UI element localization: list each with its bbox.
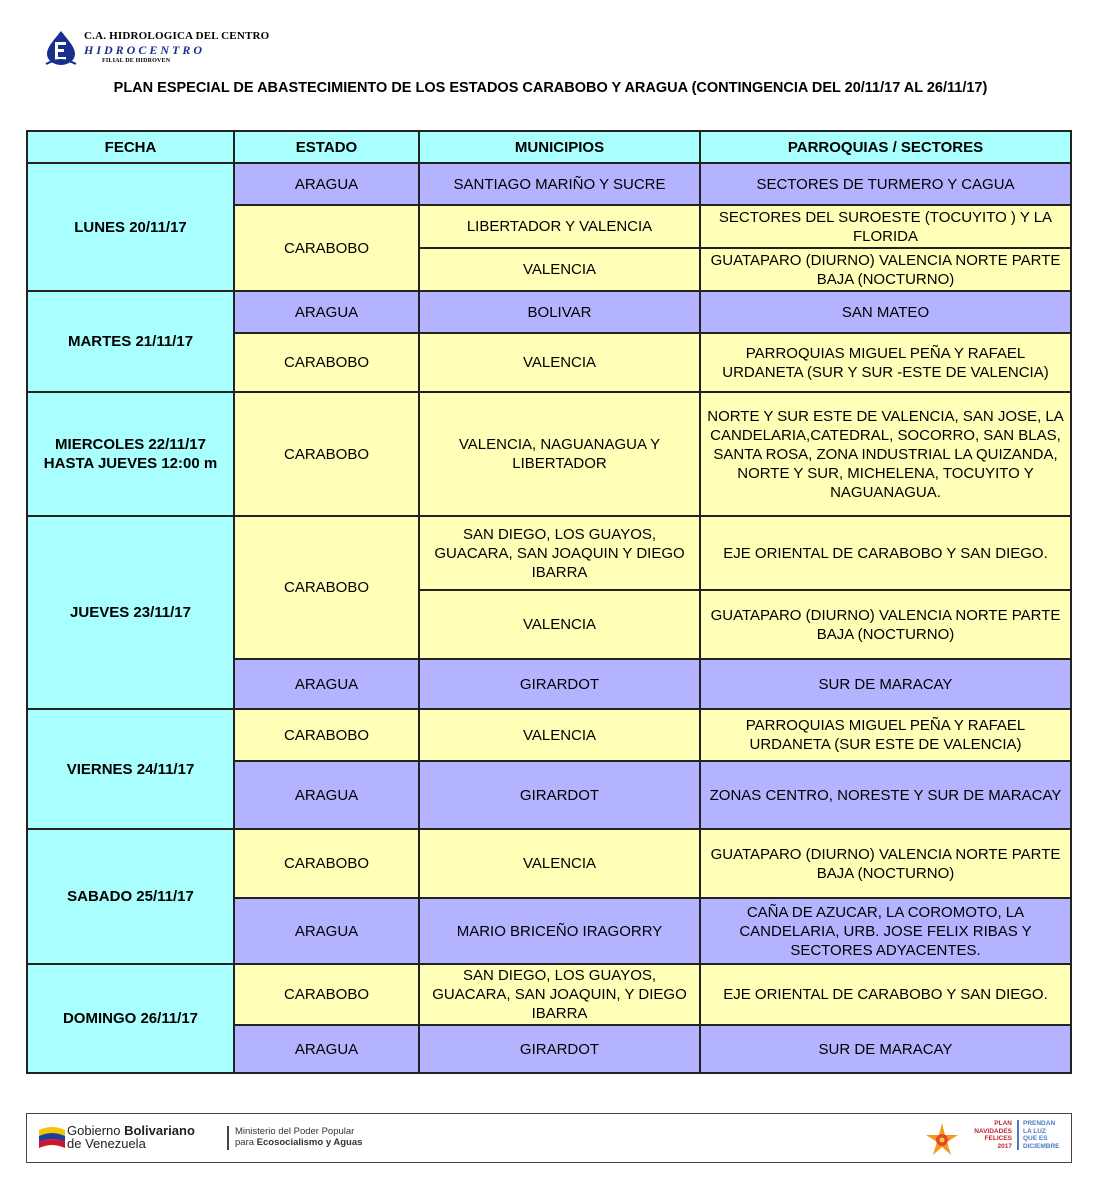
page-title: PLAN ESPECIAL DE ABASTECIMIENTO DE LOS ESTADOS CARABOBO Y ARAGUA (CONTINGENCIA DEL 20/11/17 AL 26/11/17) (113, 80, 988, 96)
slogan-line4: DICIEMBRE (1023, 1142, 1060, 1150)
table-row (27, 291, 1071, 333)
brand-subline: FILIAL DE HIDROVEN (102, 58, 171, 64)
fecha-cell: VIERNES 24/11/17 (27, 709, 234, 829)
ministry-line1: Ministerio del Poder Popular (235, 1126, 355, 1137)
estado-cell: CARABOBO (234, 709, 419, 761)
fecha-cell: LUNES 20/11/17 (27, 163, 234, 291)
sector-cell: GUATAPARO (DIURNO) VALENCIA NORTE PARTE BAJA (NOCTURNO) (700, 590, 1071, 659)
estado-cell: ARAGUA (234, 898, 419, 964)
gov-line2: de Venezuela (67, 1136, 146, 1151)
municipio-cell: MARIO BRICEÑO IRAGORRY (419, 898, 700, 964)
municipio-cell: LIBERTADOR Y VALENCIA (419, 205, 700, 248)
estado-cell: CARABOBO (234, 392, 419, 516)
municipio-cell: SANTIAGO MARIÑO Y SUCRE (419, 163, 700, 205)
table-row (27, 163, 1071, 205)
estado-cell: ARAGUA (234, 659, 419, 709)
fecha-cell: SABADO 25/11/17 (27, 829, 234, 964)
table-row (27, 392, 1071, 516)
supply-plan-table (26, 130, 1072, 1074)
estado-cell: ARAGUA (234, 1025, 419, 1073)
column-header-parroquias: PARROQUIAS / SECTORES (700, 131, 1071, 163)
estado-cell: CARABOBO (234, 333, 419, 392)
municipio-cell: VALENCIA (419, 829, 700, 898)
slogan-line2: LA LUZ (1023, 1127, 1046, 1135)
table-row (27, 964, 1071, 1025)
water-drop-logo-icon (44, 30, 78, 66)
fecha-cell: MARTES 21/11/17 (27, 291, 234, 392)
sector-cell: PARROQUIAS MIGUEL PEÑA Y RAFAEL URDANETA (SUR ESTE DE VALENCIA) (700, 709, 1071, 761)
table-row (27, 516, 1071, 590)
estado-cell: ARAGUA (234, 291, 419, 333)
table-row (27, 709, 1071, 761)
fecha-cell: JUEVES 23/11/17 (27, 516, 234, 709)
ministry-line2-a: para (235, 1137, 257, 1148)
column-header-municipios: MUNICIPIOS (419, 131, 700, 163)
footer-divider (227, 1126, 229, 1150)
sector-cell: SECTORES DEL SUROESTE (TOCUYITO ) Y LA FLORIDA (700, 205, 1071, 248)
estado-cell: CARABOBO (234, 829, 419, 898)
sector-cell: SUR DE MARACAY (700, 659, 1071, 709)
municipio-cell: GIRARDOT (419, 659, 700, 709)
municipio-cell: SAN DIEGO, LOS GUAYOS, GUACARA, SAN JOAQUIN Y DIEGO IBARRA (419, 516, 700, 590)
fecha-line-1: MIERCOLES 22/11/17 (55, 436, 206, 453)
plan-line1: PLAN (994, 1120, 1012, 1127)
estado-cell: CARABOBO (234, 964, 419, 1025)
sector-cell: GUATAPARO (DIURNO) VALENCIA NORTE PARTE BAJA (NOCTURNO) (700, 248, 1071, 291)
sector-cell: SAN MATEO (700, 291, 1071, 333)
fecha-line-2: HASTA JUEVES 12:00 m (43, 455, 218, 472)
sector-cell: EJE ORIENTAL DE CARABOBO Y SAN DIEGO. (700, 516, 1071, 590)
sector-cell: EJE ORIENTAL DE CARABOBO Y SAN DIEGO. (700, 964, 1071, 1025)
plan-line4: 2017 (997, 1142, 1012, 1150)
fecha-cell: DOMINGO 26/11/17 (27, 964, 234, 1073)
sector-cell: SECTORES DE TURMERO Y CAGUA (700, 163, 1071, 205)
estado-cell: CARABOBO (234, 516, 419, 659)
government-footer-banner (26, 1113, 1072, 1163)
hidrocentro-logo (44, 30, 284, 70)
municipio-cell: VALENCIA (419, 590, 700, 659)
gov-logo-text (67, 1124, 195, 1150)
brand-name: HIDROCENTRO (84, 43, 206, 57)
municipio-cell: SAN DIEGO, LOS GUAYOS, GUACARA, SAN JOAQUIN, Y DIEGO IBARRA (419, 964, 700, 1025)
municipio-cell: BOLIVAR (419, 291, 700, 333)
sector-cell: GUATAPARO (DIURNO) VALENCIA NORTE PARTE BAJA (NOCTURNO) (700, 829, 1071, 898)
slogan-text (1017, 1120, 1073, 1150)
municipio-cell: VALENCIA (419, 248, 700, 291)
plan-navidades-text (962, 1120, 1012, 1150)
fecha-cell (27, 392, 234, 516)
municipio-cell: VALENCIA (419, 709, 700, 761)
gov-line1-b: Bolivariano (124, 1123, 195, 1138)
venezuela-flag-icon (39, 1126, 65, 1150)
gov-line1-a: Gobierno (67, 1123, 125, 1138)
sector-cell: NORTE Y SUR ESTE DE VALENCIA, SAN JOSE, LA CANDELARIA,CATEDRAL, SOCORRO, SAN BLAS, SANTA ROSA, ZONA INDUSTRIAL LA QUIZANDA, NORTE Y SUR, MICHELENA, TOCUYITO Y NAGUANAGUA. (700, 392, 1071, 516)
municipio-cell: VALENCIA, NAGUANAGUA Y LIBERTADOR (419, 392, 700, 516)
company-line: C.A. HIDROLOGICA DEL CENTRO (84, 30, 270, 42)
sector-cell: ZONAS CENTRO, NORESTE Y SUR DE MARACAY (700, 761, 1071, 829)
ministry-text (235, 1126, 362, 1148)
slogan-line1: PRENDAN (1023, 1120, 1056, 1127)
estado-cell: CARABOBO (234, 205, 419, 291)
table-row (27, 829, 1071, 898)
column-header-estado: ESTADO (234, 131, 419, 163)
sector-cell: PARROQUIAS MIGUEL PEÑA Y RAFAEL URDANETA (SUR Y SUR -ESTE DE VALENCIA) (700, 333, 1071, 392)
sector-cell: CAÑA DE AZUCAR, LA COROMOTO, LA CANDELARIA, URB. JOSE FELIX RIBAS Y SECTORES ADYACENTES. (700, 898, 1071, 964)
municipio-cell: GIRARDOT (419, 1025, 700, 1073)
ministry-line2-b: Ecosocialismo y Aguas (256, 1137, 363, 1148)
column-header-fecha: FECHA (27, 131, 234, 163)
municipio-cell: GIRARDOT (419, 761, 700, 829)
estado-cell: ARAGUA (234, 163, 419, 205)
plan-line3: FELICES (984, 1135, 1012, 1142)
plan-line2: NAVIDADES (974, 1127, 1012, 1135)
sector-cell: SUR DE MARACAY (700, 1025, 1071, 1073)
municipio-cell: VALENCIA (419, 333, 700, 392)
estado-cell: ARAGUA (234, 761, 419, 829)
slogan-line3: QUE ES (1023, 1135, 1048, 1142)
table-header-row (27, 131, 1071, 163)
christmas-star-icon (925, 1122, 959, 1156)
